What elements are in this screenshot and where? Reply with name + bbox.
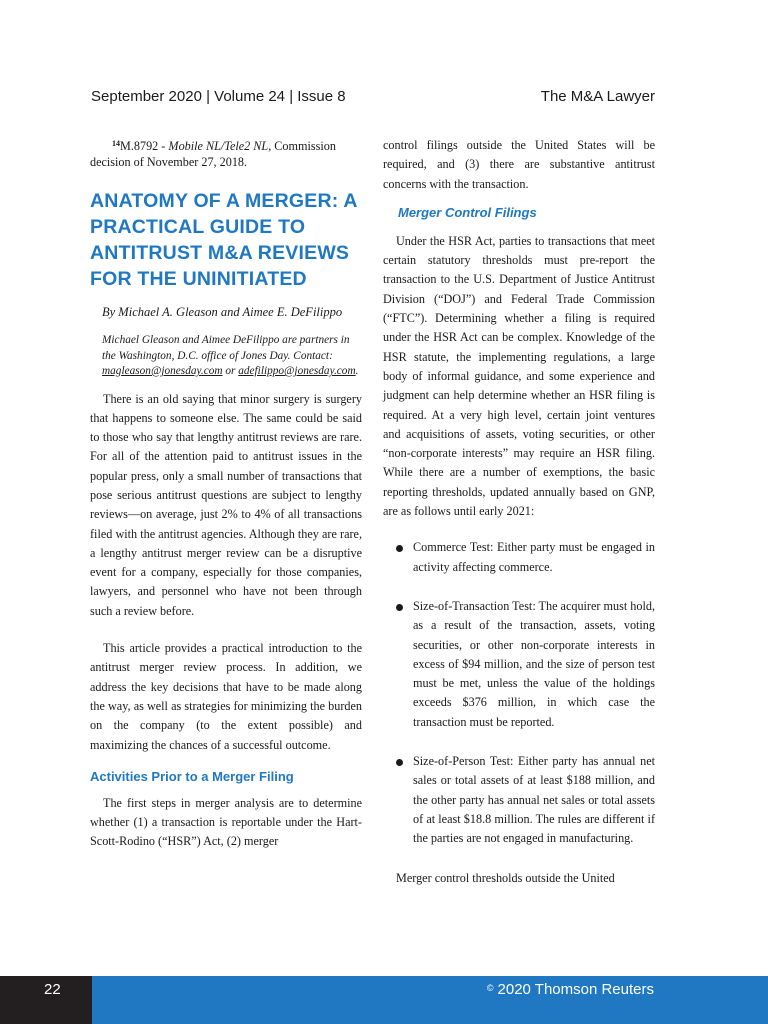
author-bio — [102, 333, 362, 380]
body-paragraph: Under the HSR Act, parties to transactions that meet certain statutory thresholds must pre-report the transaction to the U.S. Department of Justice Antitrust Division (“DOJ”) and Federal Trade Commission (“FTC”). Determining whether a filing is required under the HSR Act can be complex. Knowledge of the HSR statute, the implementing regulations, a large body of informal guidance, and some experience and judgment can help determine whether an HSR filing is required. At a very high level, certain joint ventures and acquisitions of assets, voting securities, or other “non-corporate interests” may require an HSR filing. While there are a number of exemptions, the basic reporting thresholds, updated annually based on GNP, are as follows until early 2021: — [383, 233, 655, 519]
email-link-defilippo[interactable]: adefilippo@jonesday.com — [238, 365, 356, 377]
list-item — [383, 752, 655, 848]
list-item-text: Size-of-Transaction Test: The acquirer must hold, as a result of the transaction, assets, voting securities, or other non-corporate interests in excess of $94 million, and the size of person test must be met, unless the value of the holdings exceeds $376 million, in which case the transaction must be reported. — [413, 598, 655, 729]
publication-name: The M&A Lawyer — [540, 88, 655, 105]
footnote — [90, 136, 362, 170]
bullet-icon — [396, 604, 403, 611]
threshold-list — [383, 538, 655, 848]
section-heading: Merger Control Filings — [398, 204, 537, 220]
issue-info: September 2020 | Volume 24 | Issue 8 — [91, 88, 346, 105]
section-heading: Activities Prior to a Merger Filing — [90, 768, 294, 784]
title-line: ANATOMY OF A MERGER: A — [90, 190, 358, 212]
footnote-number: 14 — [112, 139, 120, 148]
bullet-icon — [396, 545, 403, 552]
title-line: PRACTICAL GUIDE TO — [90, 216, 306, 238]
page-number: 22 — [44, 981, 61, 998]
body-paragraph: control filings outside the United States will be required, and (3) there are substantive antitrust concerns with the transaction. — [383, 138, 655, 191]
footnote-case-name: Mobile NL/Tele2 NL — [168, 139, 269, 153]
footnote-rest: , Commission decision of November 27, 2018. — [90, 139, 336, 169]
title-line: FOR THE UNINITIATED — [90, 268, 307, 290]
list-item — [383, 538, 655, 577]
email-link-gleason[interactable]: magleason@jonesday.com — [102, 365, 223, 377]
footer-bar — [92, 976, 768, 1024]
copyright-symbol: © — [486, 983, 494, 993]
page-number-box — [0, 976, 92, 1024]
left-column — [90, 136, 362, 852]
body-paragraph: This article provides a practical introduction to the antitrust merger review process. In addition, we address the key decisions that have to be made along the way, as well as strategies for minimizing the burden on the company (to the extent possible) and maximizing the chances of a successful outcome. — [90, 641, 362, 752]
body-paragraph: There is an old saying that minor surgery is surgery that happens to someone else. The same could be said to those who say that lengthy antitrust reviews are rare. For all of the attention paid to antitrust issues in the popular press, only a small number of transactions that pose serious antitrust questions are subject to lengthy reviews—on average, just 2% to 4% of all transactions filed with the antitrust agencies. Although they are rare, a lengthy antitrust merger review can be a disruptive event for a company, especially for those companies, lawyers, and personnel who have not been through such a review before. — [90, 391, 362, 618]
article-title — [90, 188, 362, 292]
byline: By Michael A. Gleason and Aimee E. DeFilippo — [102, 305, 343, 319]
body-paragraph: Merger control thresholds outside the United — [396, 870, 615, 885]
body-paragraph: The first steps in merger analysis are to determine whether (1) a transaction is reportable under the Hart-Scott-Rodino (“HSR”) Act, (2) merger — [90, 795, 362, 849]
bio-or: or — [222, 365, 239, 377]
footnote-case: M.8792 - — [120, 139, 169, 153]
bio-text: Michael Gleason and Aimee DeFilippo are partners in the Washington, D.C. office of Jones Day. Contact: — [102, 334, 350, 362]
copyright — [487, 981, 654, 998]
bio-end: . — [355, 365, 359, 377]
copyright-text: 2020 Thomson Reuters — [497, 981, 654, 998]
list-item-text: Commerce Test: Either party must be engaged in activity affecting commerce. — [413, 540, 655, 574]
title-line: ANTITRUST M&A REVIEWS — [90, 242, 350, 264]
running-header — [91, 88, 655, 110]
bullet-icon — [396, 759, 403, 766]
right-column — [383, 136, 655, 888]
list-item-text: Size-of-Person Test: Either party has annual net sales or total assets of at least $188 million, and the other party has annual net sales or total assets of at least $18.8 million. The rules are different if the parties are not engaged in manufacturing. — [413, 754, 655, 846]
list-item — [383, 597, 655, 732]
